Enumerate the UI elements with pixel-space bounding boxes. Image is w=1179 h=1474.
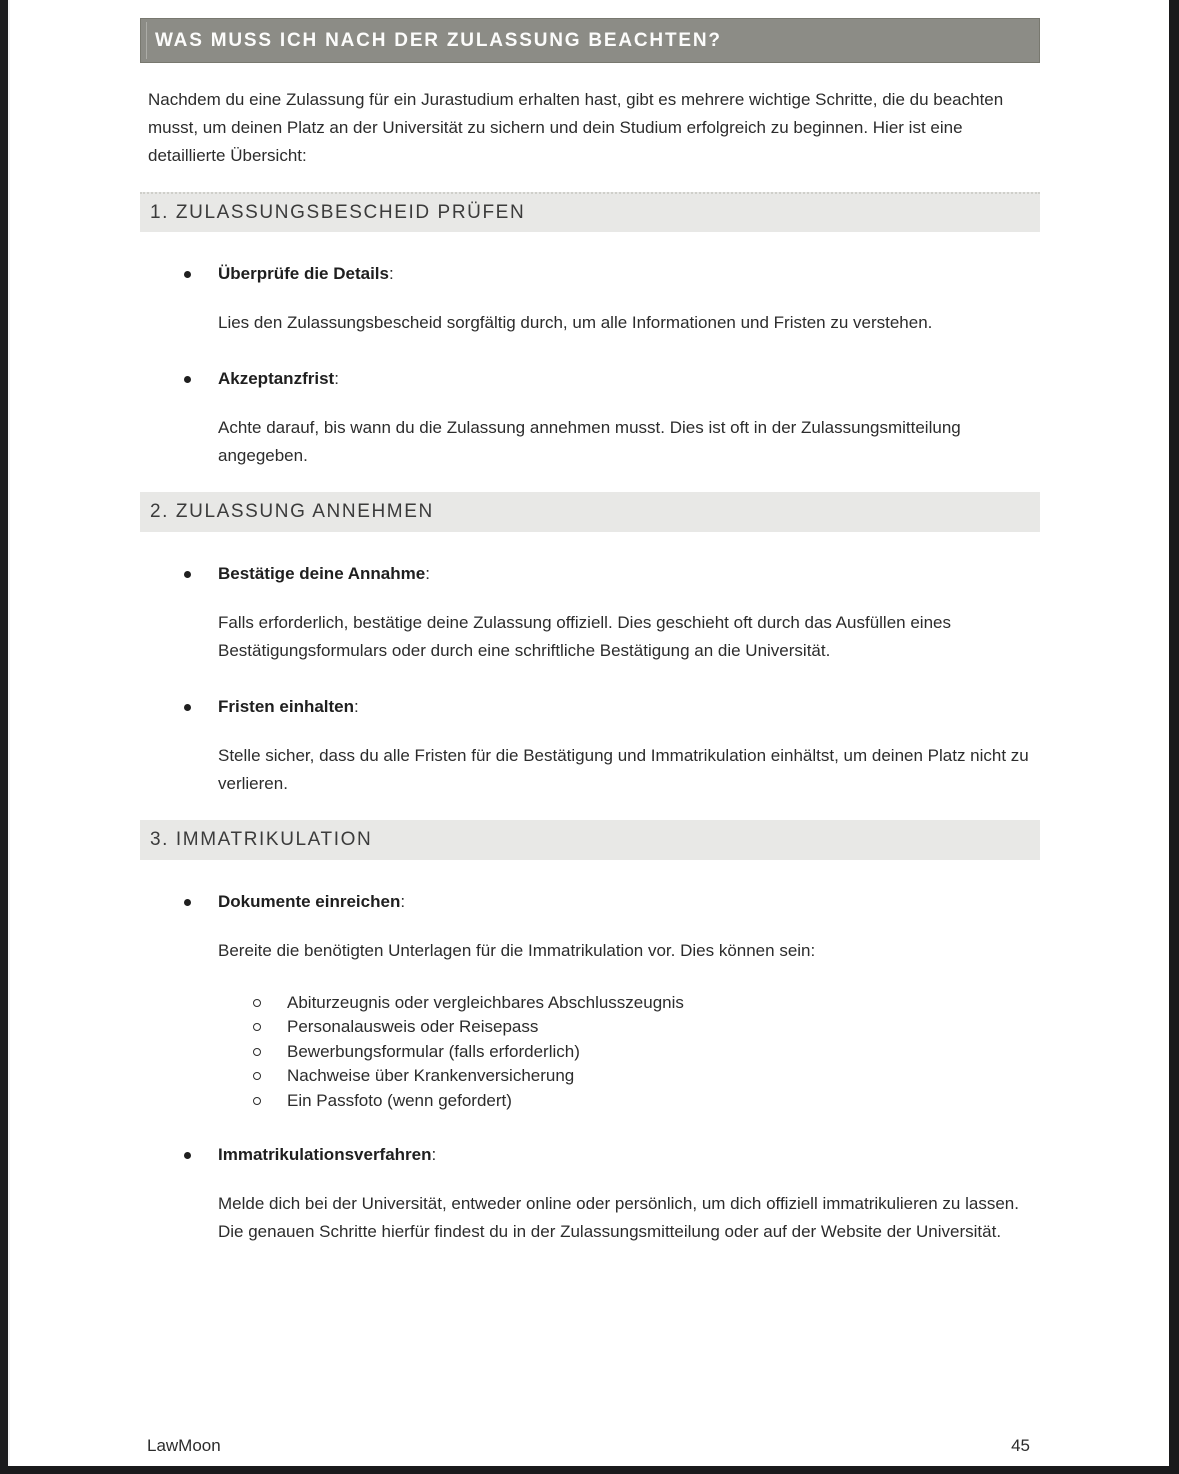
- bullet-icon: [184, 1152, 191, 1159]
- list-item: [140, 888, 1040, 916]
- list-item: [140, 365, 1040, 393]
- intro-paragraph: Nachdem du eine Zulassung für ein Jurastudium erhalten hast, gibt es mehrere wichtige Schritte, die du beachten musst, um deinen Platz an der Universität zu sichern und dein Studium erfolgreich zu beginnen. Hier ist eine detaillierte Übersicht:: [148, 90, 1004, 165]
- page-footer: [147, 1436, 1030, 1456]
- list-item-colon: :: [389, 264, 394, 283]
- list-item-colon: :: [400, 892, 406, 911]
- sub-list-item: Personalausweis oder Reisepass: [140, 1015, 1040, 1039]
- list-item-colon: :: [425, 564, 430, 583]
- list-item-colon: :: [354, 697, 359, 716]
- document-section: [140, 192, 1040, 470]
- sub-list: [140, 991, 1040, 1113]
- list-item: [140, 693, 1040, 721]
- list-item-label: Bestätige deine Annahme: [218, 564, 426, 583]
- document-page: [8, 0, 1169, 1466]
- list-item: [140, 260, 1040, 288]
- list-item-text: Achte darauf, bis wann du die Zulassung annehmen musst. Dies ist oft in der Zulassungsmitteilung angegeben.: [218, 418, 961, 465]
- circle-bullet-icon: [253, 999, 261, 1007]
- page-number: 45: [1011, 1436, 1030, 1455]
- sub-list-item: Bewerbungsformular (falls erforderlich): [140, 1040, 1040, 1064]
- section-heading: 1. ZULASSUNGSBESCHEID PRÜFEN: [140, 192, 1040, 232]
- document-section: [140, 820, 1040, 1246]
- list-item-label: Akzeptanzfrist: [218, 369, 335, 388]
- circle-bullet-icon: [253, 1097, 261, 1105]
- sub-list-item: Abiturzeugnis oder vergleichbares Abschlusszeugnis: [140, 991, 1040, 1015]
- document-section: [140, 492, 1040, 798]
- section-heading: 3. IMMATRIKULATION: [140, 820, 1040, 860]
- page-title: WAS MUSS ICH NACH DER ZULASSUNG BEACHTEN?: [155, 29, 722, 51]
- bullet-icon: [184, 271, 191, 278]
- list-item-label: Fristen einhalten: [218, 697, 355, 716]
- list-item-text: Bereite die benötigten Unterlagen für die Immatrikulation vor. Dies können sein:: [218, 941, 816, 960]
- list-item-colon: :: [431, 1145, 437, 1165]
- list-item-text: Melde dich bei der Universität, entweder online oder persönlich, um dich offiziell immatrikulieren zu lassen. Die genauen Schritte hierfür findest du in der Zulassungsmitteilung oder auf der Website der Universität.: [218, 1194, 1019, 1242]
- sub-list-item: Nachweise über Krankenversicherung: [140, 1064, 1040, 1088]
- circle-bullet-icon: [253, 1023, 261, 1031]
- section-heading: 2. ZULASSUNG ANNEHMEN: [140, 492, 1040, 532]
- bullet-icon: [184, 704, 191, 711]
- list-item-text: Lies den Zulassungsbescheid sorgfältig durch, um alle Informationen und Fristen zu verstehen.: [218, 313, 933, 332]
- list-item-text: Stelle sicher, dass du alle Fristen für die Bestätigung und Immatrikulation einhältst, um deinen Platz nicht zu verlieren.: [218, 746, 1029, 793]
- document-content: [140, 18, 1040, 1246]
- list-item-label: Immatrikulationsverfahren: [218, 1145, 432, 1165]
- list-item-colon: :: [334, 369, 339, 388]
- list-item: [140, 1141, 1040, 1169]
- list-item-text: Falls erforderlich, bestätige deine Zulassung offiziell. Dies geschieht oft durch das Ausfüllen eines Bestätigungsformulars oder durch eine schriftliche Bestätigung an die Universität.: [218, 613, 951, 660]
- document-title-bar: [140, 18, 1040, 63]
- list-item-label: Überprüfe die Details: [218, 264, 389, 283]
- list-item-label: Dokumente einreichen: [218, 892, 401, 911]
- sub-list-item: Ein Passfoto (wenn gefordert): [140, 1089, 1040, 1113]
- list-item: [140, 560, 1040, 588]
- circle-bullet-icon: [253, 1072, 261, 1080]
- sections-container: [140, 192, 1040, 1246]
- bullet-icon: [184, 899, 191, 906]
- circle-bullet-icon: [253, 1048, 261, 1056]
- bullet-icon: [184, 376, 191, 383]
- bullet-icon: [184, 571, 191, 578]
- footer-brand: LawMoon: [147, 1436, 221, 1455]
